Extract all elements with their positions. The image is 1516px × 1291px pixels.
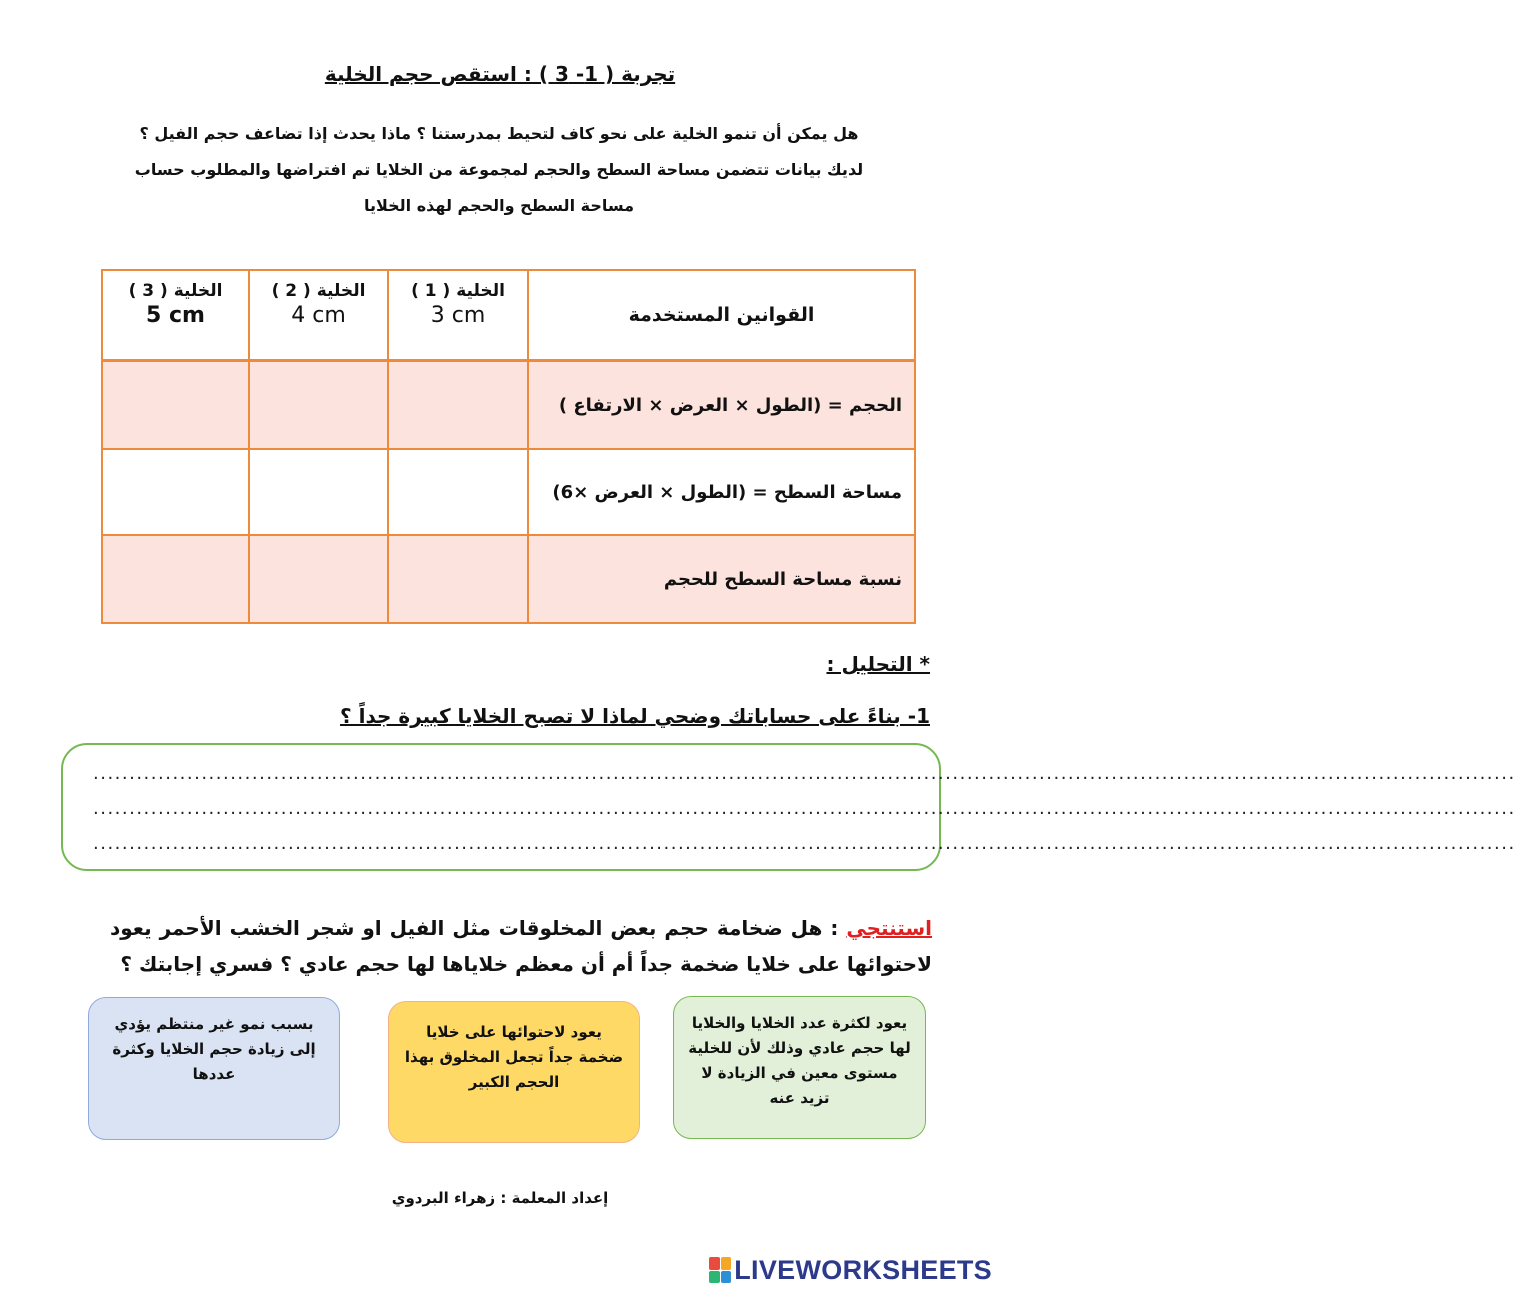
cell-2-header	[249, 270, 388, 361]
answer-line-1: .....................................................................................................................................................................................................	[93, 763, 1516, 784]
cell-3-header	[102, 270, 249, 361]
cell-3-name: الخلية ( 3 )	[128, 281, 223, 301]
table-row-ratio	[102, 535, 915, 623]
answer-cell-surface-1[interactable]	[388, 449, 528, 535]
liveworksheets-logo	[709, 1253, 992, 1287]
logo-square-4	[721, 1271, 732, 1284]
intro-line-1: هل يمكن أن تنمو الخلية على نحو كاف لتحيط بمدرستنا ؟ ماذا يحدث إذا تضاعف حجم الفيل ؟	[139, 124, 859, 143]
logo-square-2	[721, 1257, 732, 1270]
table-row-volume	[102, 361, 915, 450]
option-card-1[interactable]: بسبب نمو غير منتظم يؤدي إلى زيادة حجم الخلايا وكثرة عددها	[88, 997, 340, 1140]
title-text: تجربة ( 1- 3 ) : استقص حجم الخلية	[324, 62, 676, 86]
answer-cell-ratio-3[interactable]	[102, 535, 249, 623]
answer-cell-volume-3[interactable]	[102, 361, 249, 450]
option-card-3[interactable]: يعود لكثرة عدد الخلايا والخلايا لها حجم عادي وذلك لأن للخلية مستوى معين في الزيادة لا تزيد عنه	[673, 996, 926, 1139]
cell-2-name: الخلية ( 2 )	[271, 281, 366, 301]
formula-surface-area: مساحة السطح = (الطول × العرض ×6)	[528, 449, 915, 535]
intro-line-3: مساحة السطح والحجم لهذه الخلايا	[363, 196, 635, 215]
cell-1-header	[388, 270, 528, 361]
answer-cell-volume-1[interactable]	[388, 361, 528, 450]
answer-box[interactable]	[61, 743, 1516, 871]
answer-cell-surface-3[interactable]	[102, 449, 249, 535]
answer-cell-surface-2[interactable]	[249, 449, 388, 535]
answer-line-2: .....................................................................................................................................................................................................	[93, 798, 1516, 819]
cell-1-size: 3 cm	[430, 303, 486, 328]
table-header-row	[102, 270, 915, 361]
answer-cell-ratio-2[interactable]	[249, 535, 388, 623]
answer-line-3: .....................................................................................................................................................................................................	[93, 833, 1516, 854]
cell-2-size: 4 cm	[291, 303, 346, 328]
formula-volume: الحجم = (الطول × العرض × الارتفاع )	[528, 361, 915, 450]
cell-1-name: الخلية ( 1 )	[411, 281, 505, 301]
intro-paragraph	[90, 116, 908, 224]
liveworksheets-wordmark: LIVEWORKSHEETS	[734, 1254, 992, 1285]
logo-square-3	[709, 1271, 720, 1284]
option-card-2[interactable]: يعود لاحتوائها على خلايا ضخمة جداً تجعل المخلوق بهذا الحجم الكبير	[388, 1001, 640, 1143]
analysis-heading: * التحليل :	[826, 652, 930, 676]
conclusion-label: استنتجي	[846, 916, 932, 940]
analysis-question-1: 1- بناءً على حساباتك وضحي لماذا لا تصبح الخلايا كبيرة جداً ؟	[340, 704, 930, 728]
answer-cell-ratio-1[interactable]	[388, 535, 528, 623]
worksheet-title	[0, 62, 1000, 86]
formula-ratio: نسبة مساحة السطح للحجم	[528, 535, 915, 623]
conclusion-question	[110, 910, 932, 982]
logo-square-1	[709, 1257, 720, 1270]
intro-line-2: لديك بيانات تتضمن مساحة السطح والحجم لمجموعة من الخلايا تم افتراضها والمطلوب حساب	[134, 160, 864, 179]
laws-header: القوانين المستخدمة	[528, 270, 915, 361]
cell-3-size: 5 cm	[146, 303, 205, 328]
answer-cell-volume-2[interactable]	[249, 361, 388, 450]
table-row-surface-area	[102, 449, 915, 535]
conclusion-text: : هل ضخامة حجم بعض المخلوقات مثل الفيل او شجر الخشب الأحمر يعود لاحتوائها على خلايا ضخمة جداً أم أن معظم خلاياها لها حجم عادي ؟ فسري إجابتك ؟	[110, 916, 932, 976]
author-credit: إعداد المعلمة : زهراء البردوي	[391, 1189, 609, 1207]
liveworksheets-icon	[709, 1257, 731, 1283]
calculation-table	[101, 269, 916, 624]
